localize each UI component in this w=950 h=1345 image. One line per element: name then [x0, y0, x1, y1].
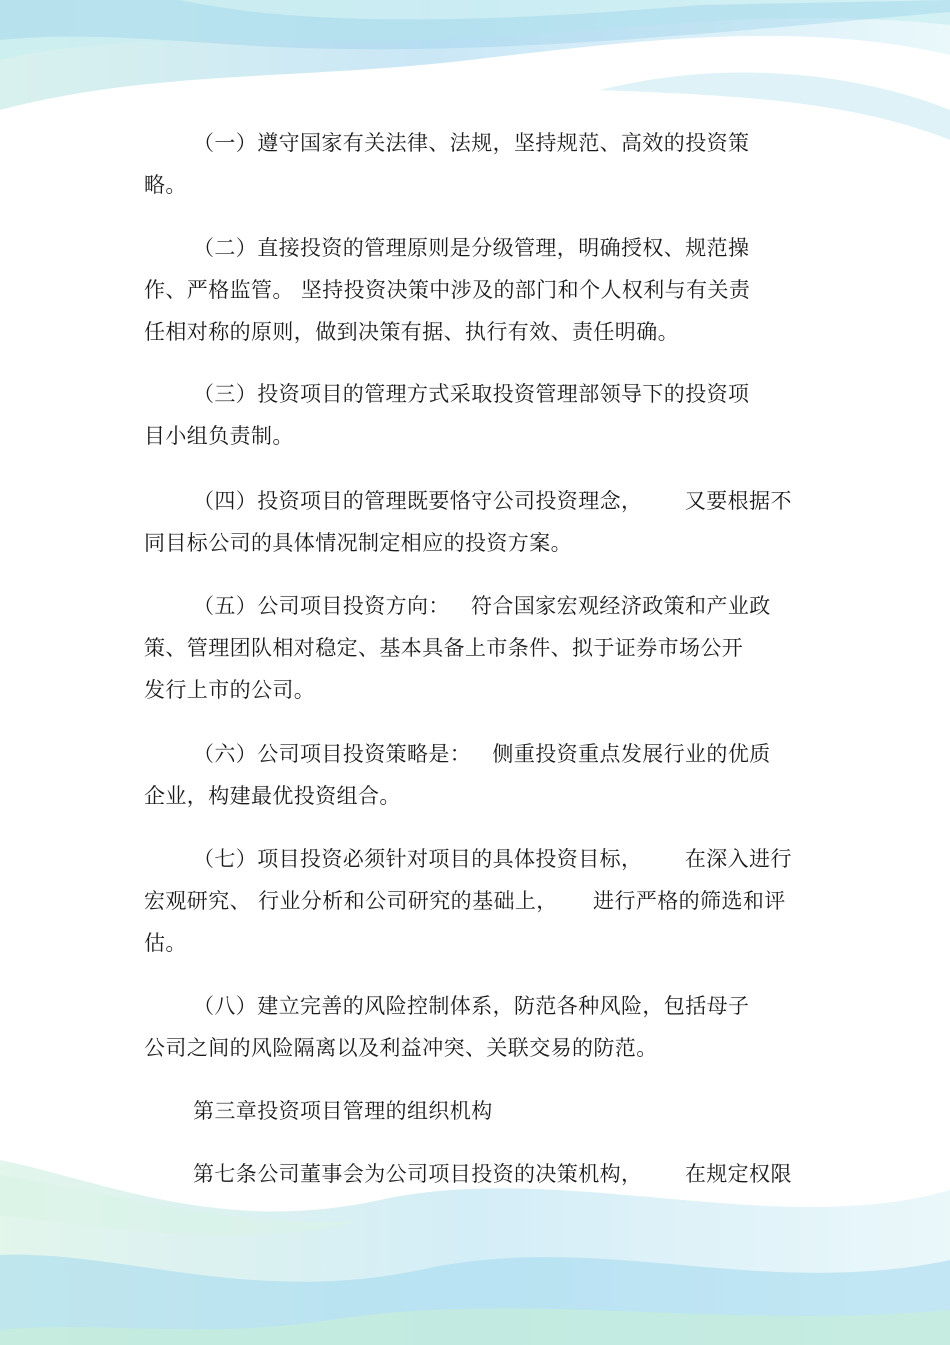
- paragraph-4-line-2: 同目标公司的具体情况制定相应的投资方案。: [144, 531, 572, 555]
- chapter-heading: 第三章投资项目管理的组织机构: [193, 1099, 493, 1123]
- paragraph-4-line-1: （四）投资项目的管理既要恪守公司投资理念， 又要根据不: [193, 489, 792, 513]
- paragraph-2-line-1: （二）直接投资的管理原则是分级管理，明确授权、规范操: [193, 236, 750, 260]
- paragraph-5-line-2: 策、管理团队相对稳定、基本具备上市条件、拟于证券市场公开: [144, 636, 744, 660]
- paragraph-2-line-3: 任相对称的原则，做到决策有据、执行有效、责任明确。: [144, 320, 679, 344]
- paragraph-8-line-1: （八）建立完善的风险控制体系，防范各种风险，包括母子: [193, 994, 750, 1018]
- paragraph-1-line-2: 略。: [144, 173, 187, 197]
- paragraph-7-line-1: （七）项目投资必须针对项目的具体投资目标， 在深入进行: [193, 847, 792, 871]
- paragraph-3-line-2: 目小组负责制。: [144, 424, 294, 448]
- paragraph-3-line-1: （三）投资项目的管理方式采取投资管理部领导下的投资项: [193, 382, 750, 406]
- paragraph-5-line-3: 发行上市的公司。: [144, 678, 316, 702]
- paragraph-6-line-2: 企业，构建最优投资组合。: [144, 784, 401, 808]
- paragraph-7-line-2: 宏观研究、 行业分析和公司研究的基础上， 进行严格的筛选和评: [144, 889, 786, 913]
- paragraph-7-line-3: 估。: [144, 931, 187, 955]
- paragraph-2-line-2: 作、严格监管。 坚持投资决策中涉及的部门和个人权利与有关责: [144, 278, 751, 302]
- paragraph-8-line-2: 公司之间的风险隔离以及利益冲突、关联交易的防范。: [144, 1036, 658, 1060]
- article-7-line-1: 第七条公司董事会为公司项目投资的决策机构， 在规定权限: [193, 1162, 792, 1186]
- paragraph-5-line-1: （五）公司项目投资方向： 符合国家宏观经济政策和产业政: [193, 594, 771, 618]
- paragraph-6-line-1: （六）公司项目投资策略是： 侧重投资重点发展行业的优质: [193, 742, 771, 766]
- paragraph-1-line-1: （一）遵守国家有关法律、法规，坚持规范、高效的投资策: [193, 131, 750, 155]
